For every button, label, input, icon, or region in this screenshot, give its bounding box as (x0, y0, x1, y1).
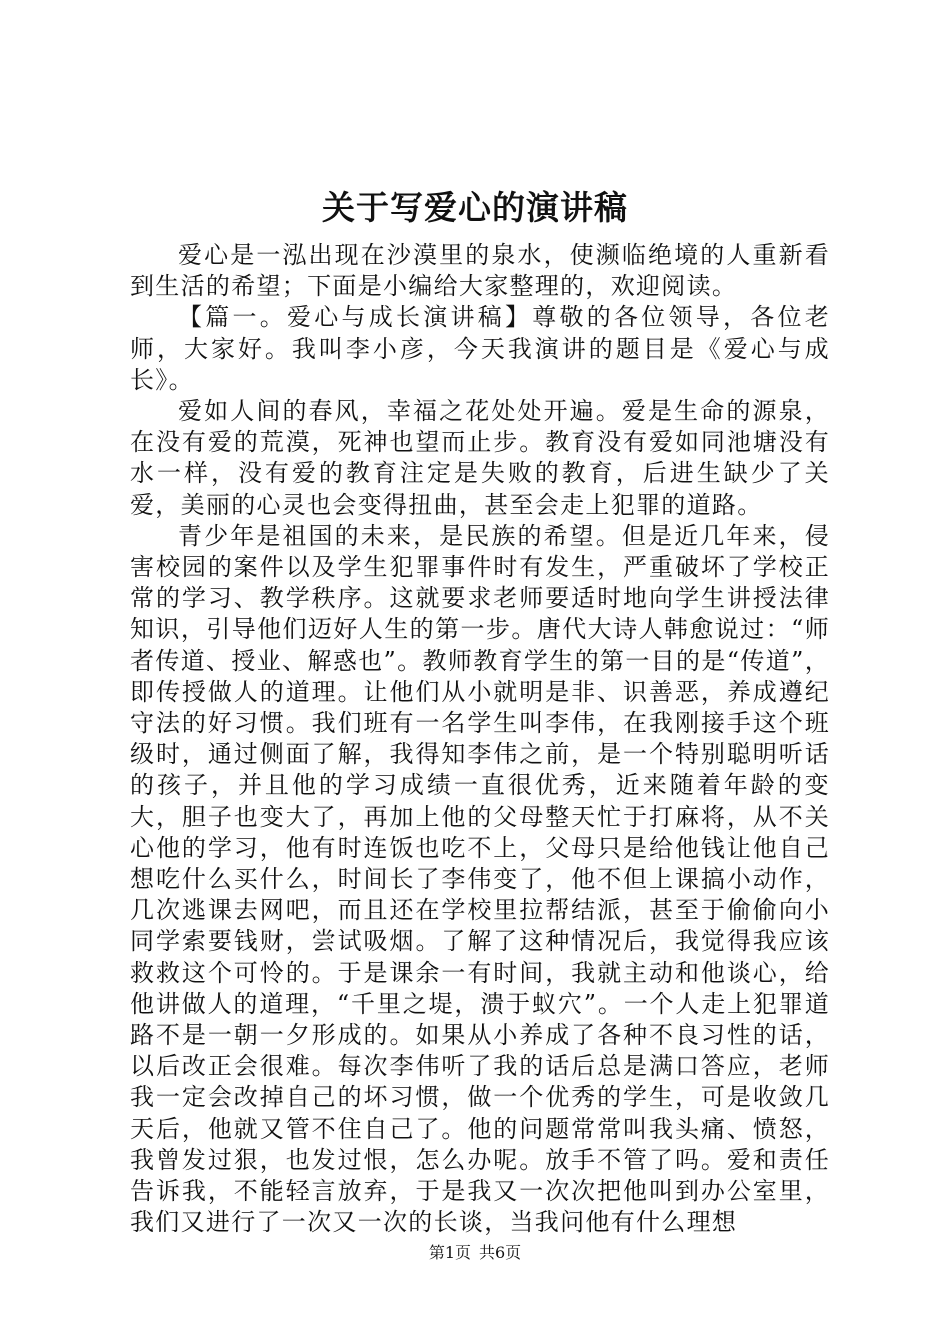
paragraph-love: 爱如人间的春风，幸福之花处处开遍。爱是生命的源泉，在没有爱的荒漠，死神也望而止步。教育没有爱如同池塘没有水一样，没有爱的教育注定是失败的教育，后进生缺少了关爱，美丽的心灵也会变得扭曲，甚至会走上犯罪的道路。 (130, 397, 830, 519)
paragraph-story: 青少年是祖国的未来，是民族的希望。但是近几年来，侵害校园的案件以及学生犯罪事件时有发生，严重破坏了学校正常的学习、教学秩序。这就要求老师要适时地向学生讲授法律知识，引导他们迈好人生的第一步。唐代大诗人韩愈说过：“师者传道、授业、解惑也”。教师教育学生的第一目的是“传道”，即传授做人的道理。让他们从小就明是非、识善恶，养成遵纪守法的好习惯。我们班有一名学生叫李伟，在我刚接手这个班级时，通过侧面了解，我得知李伟之前，是一个特别聪明听话的孩子，并且他的学习成绩一直很优秀，近来随着年龄的变大，胆子也变大了，再加上他的父母整天忙于打麻将，从不关心他的学习，他有时连饭也吃不上，父母只是给他钱让他自己想吃什么买什么，时间长了李伟变了，他不但上课搞小动作，几次逃课去网吧，而且还在学校里拉帮结派，甚至于偷偷向小同学索要钱财，尝试吸烟。了解了这种情况后，我觉得我应该救救这个可怜的。于是课余一有时间，我就主动和他谈心，给他讲做人的道理，“千里之堤，溃于蚁穴”。一个人走上犯罪道路不是一朝一夕形成的。如果从小养成了各种不良习性的话，以后改正会很难。每次李伟听了我的话后总是满口答应，老师我一定会改掉自己的坏习惯，做一个优秀的学生，可是收敛几天后，他就又管不住自己了。他的问题常常叫我头痛、愤怒，我曾发过狠，也发过恨，怎么办呢。放手不管了吗。爱和责任告诉我，不能轻言放弃，于是我又一次次把他叫到办公室里，我们又进行了一次又一次的长谈，当我问他有什么理想 (130, 521, 830, 1237)
paragraph-greeting: 【篇一。爱心与成长演讲稿】尊敬的各位领导，各位老师，大家好。我叫李小彦，今天我演讲的题目是《爱心与成长》。 (130, 303, 830, 394)
paragraph-intro: 爱心是一泓出现在沙漠里的泉水，使濒临绝境的人重新看到生活的希望；下面是小编给大家整理的，欢迎阅读。 (130, 241, 830, 301)
document-title: 关于写爱心的演讲稿 (322, 188, 628, 227)
document-body (130, 240, 830, 1239)
page-total: 共6页 (479, 1243, 522, 1262)
page-number: 第1页 (428, 1243, 471, 1262)
page-footer (0, 1243, 950, 1263)
